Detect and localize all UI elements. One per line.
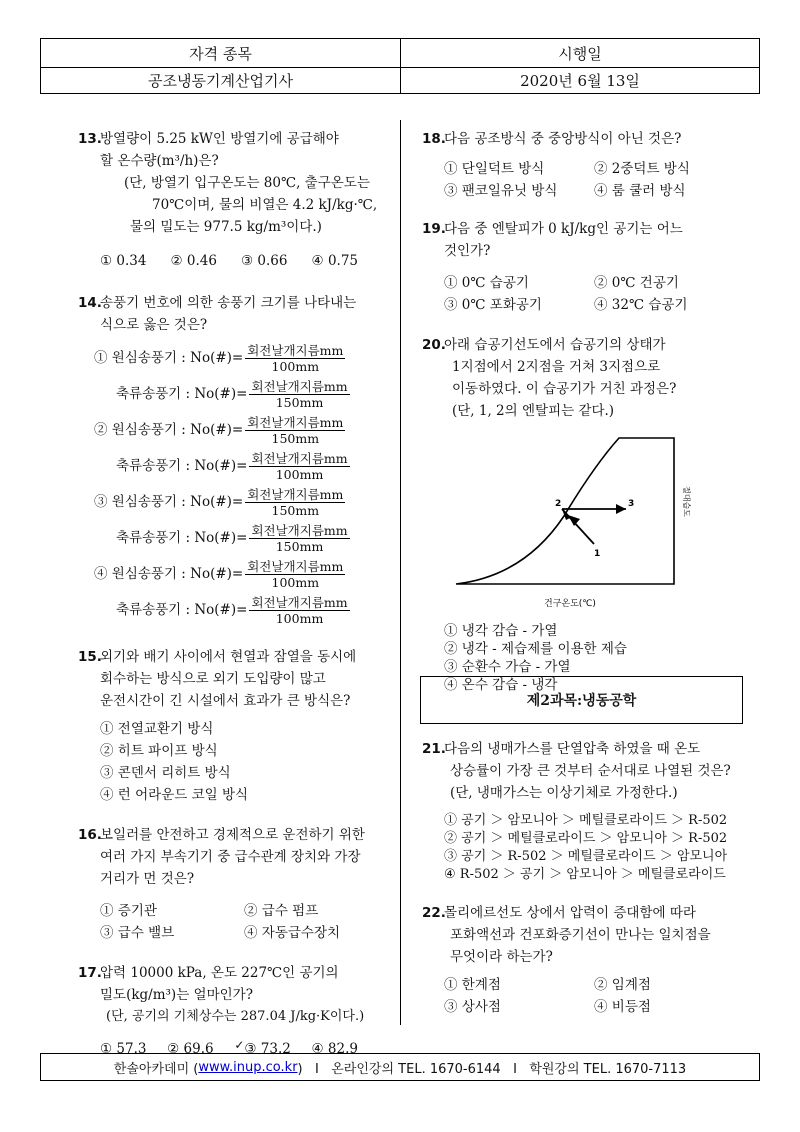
right-column	[422, 128, 762, 694]
option-4[interactable]: ④ 런 어라운드 코일 방식	[100, 787, 249, 803]
question-number: 19.	[422, 221, 446, 237]
formula-prefix: 축류송풍기 : No(#)=	[116, 458, 248, 474]
option-4[interactable]: ④ R-502 ＞ 공기 ＞ 암모니아 ＞ 메틸클로라이드	[444, 867, 726, 882]
option-4[interactable]: ④ 온수 감습 - 냉각	[444, 677, 558, 693]
y-axis-label: 절대습도	[682, 486, 691, 517]
footer-phone-info: ) I 온라인강의 TEL. 1670-6144 I 학원강의 TEL. 1670-7113	[297, 1061, 687, 1077]
footer-contact-bar	[40, 1053, 760, 1081]
answer-options	[422, 272, 762, 316]
answer-options	[422, 158, 762, 202]
option-1[interactable]: ① 냉각 감습 - 가열	[444, 623, 558, 639]
answer-options	[78, 718, 388, 806]
question-number: 20.	[422, 337, 446, 353]
arrow-head-to-3	[616, 504, 626, 514]
question-number: 16.	[78, 827, 102, 843]
option-3[interactable]: ③ 0.66	[241, 253, 288, 269]
option-4[interactable]: ④ 비등점	[594, 999, 651, 1015]
question-stem: 보일러를 안전하고 경제적으로 운전하기 위한 여러 가지 부속기기 중 급수관계 장치와 가장 거리가 먼 것은?	[100, 827, 365, 887]
fraction: $\frac{\text{회전날개지름mm}}{100mm}$	[247, 558, 344, 590]
answer-options	[422, 812, 762, 884]
question-number: 14.	[78, 295, 102, 311]
option-1[interactable]: ① 단일덕트 방식	[444, 161, 545, 177]
formula-prefix[interactable]: ③ 원심송풍기 : No(#)=	[94, 494, 244, 510]
question-number: 15.	[78, 649, 102, 665]
question-15	[78, 646, 388, 806]
fraction: $\frac{\text{회전날개지름mm}}{100mm}$	[251, 450, 348, 482]
question-stem: 몰리에르선도 상에서 압력이 증대함에 따라 포화액선과 건포화증기선이 만나는 일치점을 무엇이라 하는가?	[444, 905, 711, 965]
question-17	[78, 962, 388, 1060]
question-20	[422, 334, 762, 694]
formula-row	[94, 556, 388, 592]
formula-row	[94, 484, 388, 520]
formula-row	[94, 520, 388, 556]
question-13	[78, 128, 388, 272]
option-4[interactable]: ④ 0.75	[311, 253, 358, 269]
option-3[interactable]: ③ 공기 ＞ R-502 ＞ 메틸클로라이드 ＞ 암모니아	[444, 849, 728, 864]
question-stem: 방열량이 5.25 kW인 방열기에 공급해야 할 온수량(m³/h)은? (단, 방열기 입구온도는 80℃, 출구온도는 70℃이며, 물의 비열은 4.2 kJ/kg·℃, 물의 밀도는 977.5 kg/m³이다.)	[78, 128, 388, 238]
formula-row	[94, 340, 388, 376]
option-3[interactable]: ③ 상사점	[444, 999, 501, 1015]
question-14	[78, 292, 388, 628]
question-stem: 송풍기 번호에 의한 송풍기 크기를 나타내는 식으로 옳은 것은?	[100, 295, 357, 333]
question-number: 22.	[422, 905, 446, 921]
formula-row	[94, 592, 388, 628]
question-stem: 아래 습공기선도에서 습공기의 상태가 1지점에서 2지점을 거쳐 3지점으로 이동하였다. 이 습공기가 거친 과정은? (단, 1, 2의 엔탈피는 같다.)	[422, 334, 762, 422]
header-row-values	[41, 66, 759, 94]
fraction: $\frac{\text{회전날개지름mm}}{100mm}$	[251, 594, 348, 626]
exam-header-table	[40, 38, 760, 94]
formula-prefix: 축류송풍기 : No(#)=	[116, 530, 248, 546]
option-1[interactable]: ① 0℃ 습공기	[444, 275, 529, 291]
column-divider	[400, 120, 401, 1025]
option-2[interactable]: ② 급수 펌프	[244, 903, 319, 919]
formula-row	[94, 376, 388, 412]
option-3[interactable]: ③ 콘덴서 리히트 방식	[100, 765, 231, 781]
question-stem: 압력 10000 kPa, 온도 227℃인 공기의 밀도(kg/m³)는 얼마인가? (단, 공기의 기체상수는 287.04 J/kg·K이다.)	[78, 962, 388, 1028]
footer-website-link[interactable]: www.inup.co.kr	[198, 1059, 298, 1075]
formula-prefix: 축류송풍기 : No(#)=	[116, 602, 248, 618]
option-2[interactable]: ② 임계점	[594, 977, 651, 993]
option-2[interactable]: ② 0℃ 건공기	[594, 275, 679, 291]
formula-row	[94, 412, 388, 448]
answer-options	[422, 974, 762, 1018]
option-4[interactable]: ④ 자동급수장치	[244, 925, 341, 941]
option-1[interactable]: ① 57.3	[100, 1041, 147, 1057]
footer-academy: 한솔아카데미 (	[113, 1061, 199, 1077]
question-note: (단, 방열기 입구온도는 80℃, 출구온도는 70℃이며, 물의 비열은 4.2 kJ/kg·℃, 물의 밀도는 977.5 kg/m³이다.)	[124, 175, 378, 235]
option-3[interactable]: ③ 순환수 가습 - 가열	[444, 659, 571, 675]
formula-prefix[interactable]: ② 원심송풍기 : No(#)=	[94, 422, 244, 438]
option-2[interactable]: ② 히트 파이프 방식	[100, 743, 218, 759]
option-2[interactable]: ② 69.6	[167, 1041, 214, 1057]
question-note: (단, 냉매가스는 이상기체로 가정한다.)	[450, 785, 678, 801]
question-number: 21.	[422, 741, 446, 757]
option-3[interactable]: ✓③ 73.2	[234, 1038, 291, 1057]
question-stem: 다음 공조방식 중 중앙방식이 아닌 것은?	[444, 131, 682, 147]
right-column-lower	[422, 738, 762, 1018]
option-1[interactable]: ① 한계점	[444, 977, 501, 993]
question-19	[422, 218, 762, 316]
formula-prefix[interactable]: ④ 원심송풍기 : No(#)=	[94, 566, 244, 582]
question-18	[422, 128, 762, 202]
x-axis-label: 건구온도(℃)	[544, 599, 596, 609]
answer-options	[78, 900, 388, 944]
header-row-labels	[41, 39, 759, 68]
option-1[interactable]: ① 전열교환기 방식	[100, 721, 214, 737]
process-line-1-2	[562, 509, 594, 544]
question-note: (단, 공기의 기체상수는 287.04 J/kg·K이다.)	[106, 1009, 365, 1024]
question-number: 13.	[78, 131, 102, 147]
question-number: 18.	[422, 131, 446, 147]
point-label-2: 2	[555, 499, 562, 509]
formula-row	[94, 448, 388, 484]
fraction: $\frac{\text{회전날개지름mm}}{100mm}$	[247, 342, 344, 374]
question-stem: 다음의 냉매가스를 단열압축 하였을 때 온도 상승률이 가장 큰 것부터 순서대로 나열된 것은? (단, 냉매가스는 이상기체로 가정한다.)	[422, 738, 762, 804]
psychrometric-chart-svg	[444, 426, 704, 616]
psychrometric-chart	[444, 426, 704, 616]
formula-options	[78, 340, 388, 628]
option-3[interactable]: ③ 0℃ 포화공기	[444, 297, 542, 313]
option-1[interactable]: ① 공기 ＞ 암모니아 ＞ 메틸클로라이드 ＞ R-502	[444, 813, 728, 828]
option-4[interactable]: ④ 82.9	[311, 1041, 358, 1057]
option-1[interactable]: ① 0.34	[100, 253, 147, 269]
option-2[interactable]: ② 0.46	[170, 253, 217, 269]
label-subject: 자격 종목	[41, 39, 401, 67]
point-label-3: 3	[628, 499, 635, 509]
formula-prefix: 축류송풍기 : No(#)=	[116, 386, 248, 402]
option-3[interactable]: ③ 급수 밸브	[100, 925, 175, 941]
section-title: 제2과목:냉동공학	[526, 693, 637, 709]
question-stem: 다음 중 엔탈피가 0 kJ/kg인 공기는 어느 것인가?	[444, 221, 683, 259]
option-4[interactable]: ④ 룸 쿨러 방식	[594, 183, 686, 199]
option-2[interactable]: ② 공기 ＞ 메틸클로라이드 ＞ 암모니아 ＞ R-502	[444, 831, 728, 846]
left-column	[78, 128, 388, 1060]
question-21	[422, 738, 762, 884]
option-2[interactable]: ② 냉각 - 제습제를 이용한 제습	[444, 641, 627, 657]
section-title-box	[420, 676, 743, 724]
label-date: 시행일	[558, 44, 602, 63]
question-note: (단, 1, 2의 엔탈피는 같다.)	[452, 403, 615, 419]
fraction: $\frac{\text{회전날개지름mm}}{150mm}$	[247, 414, 344, 446]
arrow-head-to-2	[568, 515, 580, 526]
exam-subject: 공조냉동기계산업기사	[41, 66, 401, 94]
option-2[interactable]: ② 2중덕트 방식	[594, 161, 690, 177]
question-16	[78, 824, 388, 944]
fraction: $\frac{\text{회전날개지름mm}}{150mm}$	[247, 486, 344, 518]
question-number: 17.	[78, 965, 102, 981]
fraction: $\frac{\text{회전날개지름mm}}{150mm}$	[251, 522, 348, 554]
formula-prefix[interactable]: ① 원심송풍기 : No(#)=	[94, 350, 244, 366]
fraction: $\frac{\text{회전날개지름mm}}{150mm}$	[251, 378, 348, 410]
option-3[interactable]: ③ 팬코일유닛 방식	[444, 183, 558, 199]
option-4[interactable]: ④ 32℃ 습공기	[594, 297, 688, 313]
question-22	[422, 902, 762, 1018]
question-stem: 외기와 배기 사이에서 현열과 잠열을 동시에 회수하는 방식으로 외기 도입량이 많고 운전시간이 긴 시설에서 효과가 큰 방식은?	[100, 649, 357, 709]
exam-date: 2020년 6월 13일	[520, 71, 640, 90]
point-label-1: 1	[594, 549, 601, 559]
option-1[interactable]: ① 증기관	[100, 903, 157, 919]
check-mark-icon: ✓	[234, 1038, 245, 1052]
answer-options	[78, 250, 388, 272]
